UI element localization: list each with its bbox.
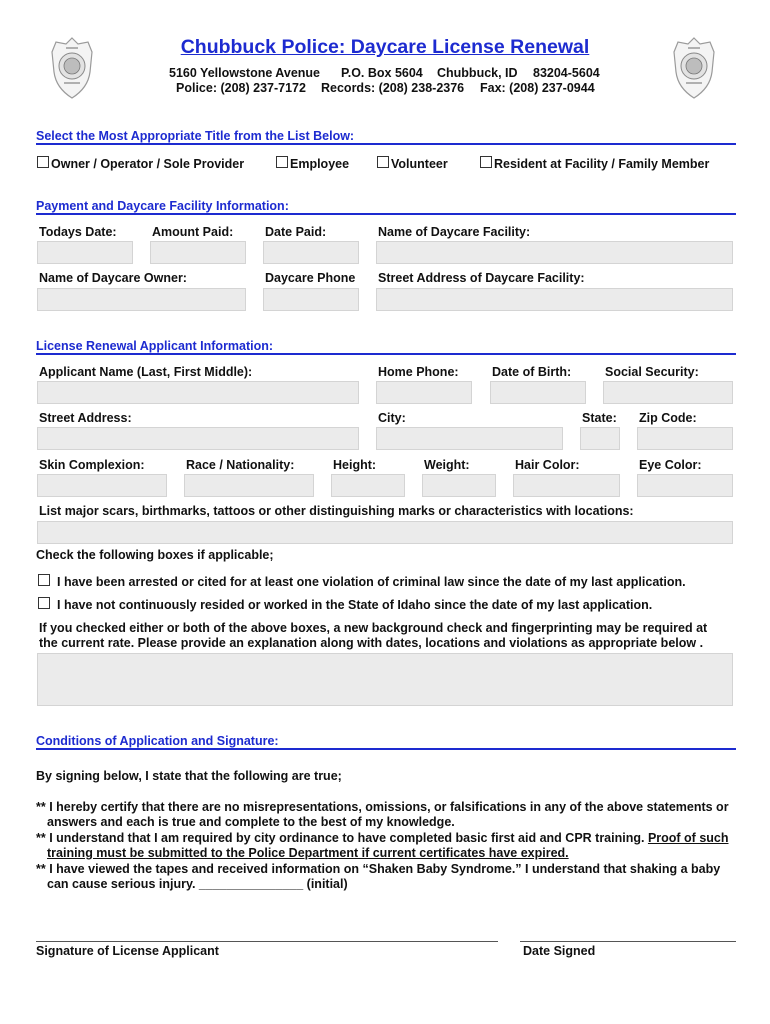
checkbox-not-resided-label: I have not continuously resided or worked in the State of Idaho since the date of my last application.: [57, 598, 653, 612]
eye-color-label: Eye Color:: [639, 458, 702, 472]
applicant-name-label: Applicant Name (Last, First Middle):: [39, 365, 253, 379]
height-field[interactable]: [331, 474, 405, 497]
check-boxes-heading: Check the following boxes if applicable;: [36, 548, 274, 562]
daycare-phone-label: Daycare Phone: [265, 271, 356, 285]
amount-paid-label: Amount Paid:: [152, 225, 234, 239]
owner-name-label: Name of Daycare Owner:: [39, 271, 187, 285]
title-section-heading: Select the Most Appropriate Title from the List Below:: [36, 129, 355, 143]
checkbox-not-resided[interactable]: [38, 597, 50, 609]
marks-field[interactable]: [37, 521, 733, 544]
conditions-intro: By signing below, I state that the following are true;: [36, 769, 342, 783]
height-label: Height:: [333, 458, 377, 472]
condition-item-2-line2: training must be submitted to the Police Department if current certificates have expired.: [47, 846, 569, 860]
records-phone: Records: (208) 238-2376: [321, 81, 465, 95]
applicant-name-field[interactable]: [37, 381, 359, 404]
checkbox-volunteer-label: Volunteer: [391, 157, 448, 171]
hair-color-field[interactable]: [513, 474, 620, 497]
checkbox-arrested-label: I have been arrested or cited for at least one violation of criminal law since the date of my last application.: [57, 575, 686, 589]
weight-label: Weight:: [424, 458, 470, 472]
checkbox-employee[interactable]: [276, 156, 288, 168]
payment-section-heading: Payment and Daycare Facility Information:: [36, 199, 289, 213]
explanation-instructions-line1: If you checked either or both of the above boxes, a new background check and fingerprinting may be required at: [39, 621, 708, 635]
condition-item-1-line2: answers and each is true and complete to the best of my knowledge.: [47, 815, 455, 829]
condition-item-2-text: ** I understand that I am required by city ordinance to have completed basic first aid and CPR training.: [36, 831, 648, 845]
checkbox-owner-label: Owner / Operator / Sole Provider: [51, 157, 245, 171]
checkbox-resident-label: Resident at Facility / Family Member: [494, 157, 710, 171]
address-zip: 83204-5604: [533, 66, 600, 80]
race-field[interactable]: [184, 474, 314, 497]
skin-complexion-label: Skin Complexion:: [39, 458, 145, 472]
todays-date-label: Todays Date:: [39, 225, 117, 239]
state-field[interactable]: [580, 427, 620, 450]
date-paid-field[interactable]: [263, 241, 359, 264]
zip-code-field[interactable]: [637, 427, 733, 450]
page-title: Chubbuck Police: Daycare License Renewal: [180, 36, 590, 58]
section-divider: [36, 748, 736, 750]
weight-field[interactable]: [422, 474, 496, 497]
section-divider: [36, 143, 736, 145]
date-paid-label: Date Paid:: [265, 225, 327, 239]
checkbox-volunteer[interactable]: [377, 156, 389, 168]
signature-line[interactable]: [36, 941, 498, 942]
explanation-field[interactable]: [37, 653, 733, 706]
date-signed-label: Date Signed: [523, 944, 596, 958]
daycare-phone-field[interactable]: [263, 288, 359, 311]
police-phone: Police: (208) 237-7172: [176, 81, 306, 95]
home-phone-label: Home Phone:: [378, 365, 459, 379]
signature-label: Signature of License Applicant: [36, 944, 219, 958]
condition-item-2-line1: [36, 831, 729, 845]
facility-name-field[interactable]: [376, 241, 733, 264]
facility-address-field[interactable]: [376, 288, 733, 311]
conditions-section-heading: Conditions of Application and Signature:: [36, 734, 279, 748]
applicant-section-heading: License Renewal Applicant Information:: [36, 339, 274, 353]
marks-label: List major scars, birthmarks, tattoos or other distinguishing marks or characteristics with locations:: [39, 504, 634, 518]
social-security-field[interactable]: [603, 381, 733, 404]
date-signed-line[interactable]: [520, 941, 736, 942]
checkbox-owner[interactable]: [37, 156, 49, 168]
todays-date-field[interactable]: [37, 241, 133, 264]
facility-address-label: Street Address of Daycare Facility:: [378, 271, 585, 285]
zip-code-label: Zip Code:: [639, 411, 697, 425]
street-address-label: Street Address:: [39, 411, 132, 425]
address-street: 5160 Yellowstone Avenue: [169, 66, 320, 80]
date-of-birth-label: Date of Birth:: [492, 365, 572, 379]
date-of-birth-field[interactable]: [490, 381, 586, 404]
home-phone-field[interactable]: [376, 381, 472, 404]
skin-complexion-field[interactable]: [37, 474, 167, 497]
address-city: Chubbuck, ID: [437, 66, 518, 80]
state-label: State:: [582, 411, 617, 425]
explanation-instructions-line2: the current rate. Please provide an explanation along with dates, locations and violations as appropriate below .: [39, 636, 704, 650]
city-label: City:: [378, 411, 406, 425]
condition-item-3-line1: ** I have viewed the tapes and received information on “Shaken Baby Syndrome.” I understand that shaking a baby: [36, 862, 721, 876]
amount-paid-field[interactable]: [150, 241, 246, 264]
social-security-label: Social Security:: [605, 365, 699, 379]
checkbox-arrested[interactable]: [38, 574, 50, 586]
eye-color-field[interactable]: [637, 474, 733, 497]
checkbox-employee-label: Employee: [290, 157, 350, 171]
condition-item-2-proof: Proof of such: [647, 831, 729, 845]
facility-name-label: Name of Daycare Facility:: [378, 225, 531, 239]
race-label: Race / Nationality:: [186, 458, 295, 472]
fax-number: Fax: (208) 237-0944: [480, 81, 595, 95]
address-po-box: P.O. Box 5604: [341, 66, 423, 80]
section-divider: [36, 213, 736, 215]
condition-item-3-line2: can cause serious injury. _______________ (initial): [47, 877, 348, 891]
condition-item-1-line1: ** I hereby certify that there are no misrepresentations, omissions, or falsifications in any of the above statements or: [36, 800, 729, 814]
hair-color-label: Hair Color:: [515, 458, 580, 472]
city-field[interactable]: [376, 427, 563, 450]
street-address-field[interactable]: [37, 427, 359, 450]
checkbox-resident[interactable]: [480, 156, 492, 168]
owner-name-field[interactable]: [37, 288, 246, 311]
section-divider: [36, 353, 736, 355]
